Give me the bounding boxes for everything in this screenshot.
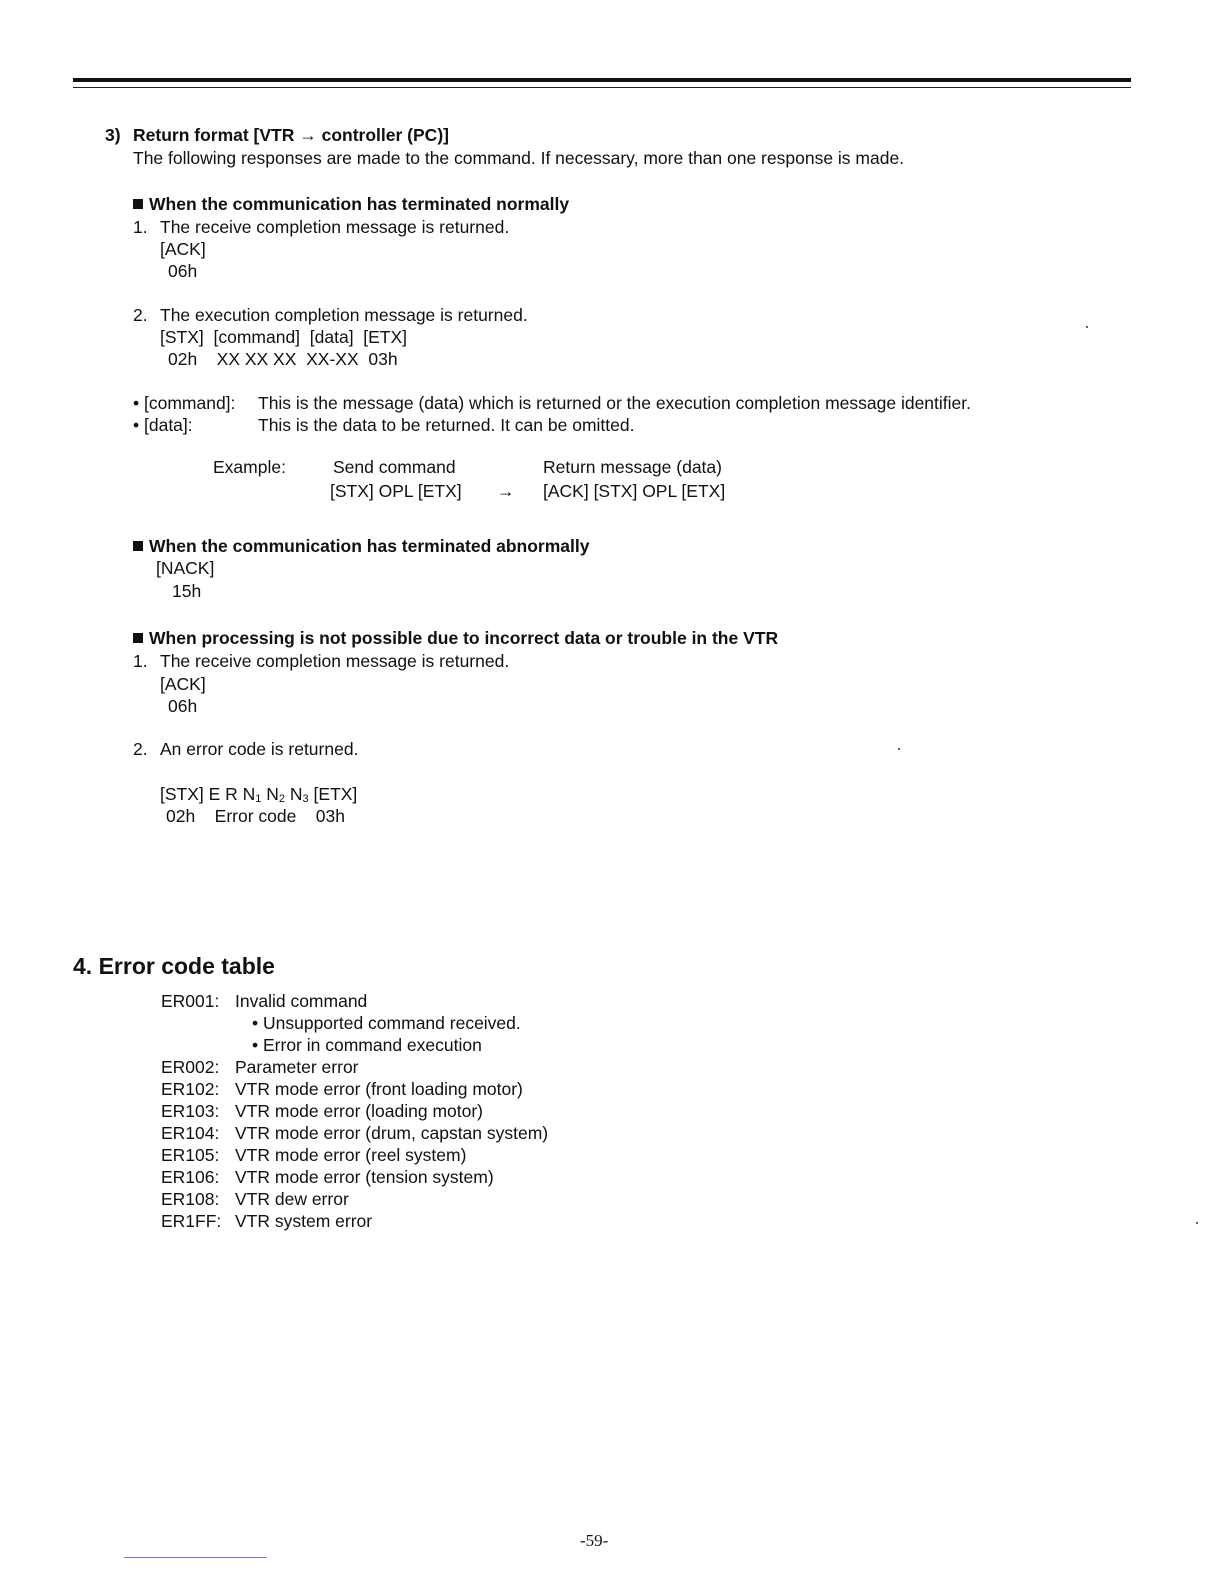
- error-code: ER106:: [161, 1167, 220, 1187]
- error-code: ER002:: [161, 1057, 220, 1077]
- error-code: ER102:: [161, 1079, 220, 1099]
- abnormal-title: When the communication has terminated abnormally: [133, 535, 590, 557]
- scan-speck: [1086, 326, 1088, 328]
- abnormal-code: [NACK]: [156, 558, 215, 578]
- normal-step1: The receive completion message is returned.: [160, 217, 510, 237]
- bullet-command-label: • [command]:: [133, 393, 236, 413]
- example-send: [STX] OPL [ETX]: [330, 481, 462, 501]
- incorrect-step1-hex: 06h: [168, 696, 198, 716]
- example-arrow-icon: →: [497, 481, 515, 501]
- example-return: [ACK] [STX] OPL [ETX]: [543, 481, 726, 501]
- error-code-description: VTR system error: [235, 1211, 373, 1231]
- incorrect-title: When processing is not possible due to incorrect data or trouble in the VTR: [133, 627, 778, 649]
- example-send-header: Send command: [333, 457, 456, 477]
- bullet-data-label: • [data]:: [133, 415, 193, 435]
- square-bullet-icon: [133, 541, 143, 551]
- abnormal-hex: 15h: [172, 581, 202, 601]
- incorrect-step1-code: [ACK]: [160, 674, 206, 694]
- section4-title: 4. Error code table: [73, 953, 275, 979]
- error-code-description: Invalid command: [235, 991, 368, 1011]
- normal-step2: The execution completion message is returned.: [160, 305, 528, 325]
- footer-rule: [124, 1557, 267, 1558]
- header-rule-thick: [73, 78, 1131, 82]
- error-code-description: VTR mode error (loading motor): [235, 1101, 483, 1121]
- error-code: ER108:: [161, 1189, 220, 1209]
- section3-heading-number: 3): [105, 125, 121, 145]
- error-code: ER103:: [161, 1101, 220, 1121]
- normal-step2-hex: 02h XX XX XX XX-XX 03h: [168, 349, 398, 369]
- error-frame-format: [STX] E R $N_1$ $N_2$ $N_3$ [ETX]: [160, 784, 358, 805]
- error-code-detail: • Error in command execution: [252, 1035, 482, 1055]
- error-code-description: Parameter error: [235, 1057, 359, 1077]
- example-label: Example:: [213, 457, 286, 477]
- error-code-description: VTR dew error: [235, 1189, 349, 1209]
- normal-step1-hex: 06h: [168, 261, 198, 281]
- incorrect-step1: The receive completion message is returned.: [160, 651, 510, 671]
- error-code-description: VTR mode error (drum, capstan system): [235, 1123, 549, 1143]
- normal-step1-code: [ACK]: [160, 239, 206, 259]
- error-code: ER105:: [161, 1145, 220, 1165]
- error-code-description: VTR mode error (tension system): [235, 1167, 494, 1187]
- square-bullet-icon: [133, 199, 143, 209]
- normal-step2-number: 2.: [133, 305, 148, 325]
- error-frame-hex: 02h Error code 03h: [166, 806, 345, 826]
- incorrect-step2: An error code is returned.: [160, 739, 359, 759]
- normal-title: When the communication has terminated normally: [133, 193, 569, 215]
- example-return-header: Return message (data): [543, 457, 722, 477]
- error-code: ER1FF:: [161, 1211, 222, 1231]
- section3-heading: Return format [VTR → controller (PC)]: [133, 125, 449, 145]
- error-code: ER001:: [161, 991, 220, 1011]
- error-code-description: VTR mode error (front loading motor): [235, 1079, 523, 1099]
- incorrect-step1-number: 1.: [133, 651, 148, 671]
- bullet-command-text: This is the message (data) which is returned or the execution completion message identifier.: [258, 393, 971, 413]
- header-rule-thin: [73, 87, 1131, 88]
- scan-speck: [898, 748, 900, 750]
- error-code-detail: • Unsupported command received.: [252, 1013, 521, 1033]
- incorrect-step2-number: 2.: [133, 739, 148, 759]
- section3-intro: The following responses are made to the command. If necessary, more than one response is made.: [133, 148, 905, 168]
- page-number: -59-: [580, 1531, 609, 1550]
- error-code: ER104:: [161, 1123, 220, 1143]
- normal-step1-number: 1.: [133, 217, 148, 237]
- error-code-description: VTR mode error (reel system): [235, 1145, 467, 1165]
- bullet-data-text: This is the data to be returned. It can be omitted.: [258, 415, 635, 435]
- normal-step2-code: [STX] [command] [data] [ETX]: [160, 327, 408, 347]
- scan-speck: [1196, 1222, 1198, 1224]
- square-bullet-icon: [133, 633, 143, 643]
